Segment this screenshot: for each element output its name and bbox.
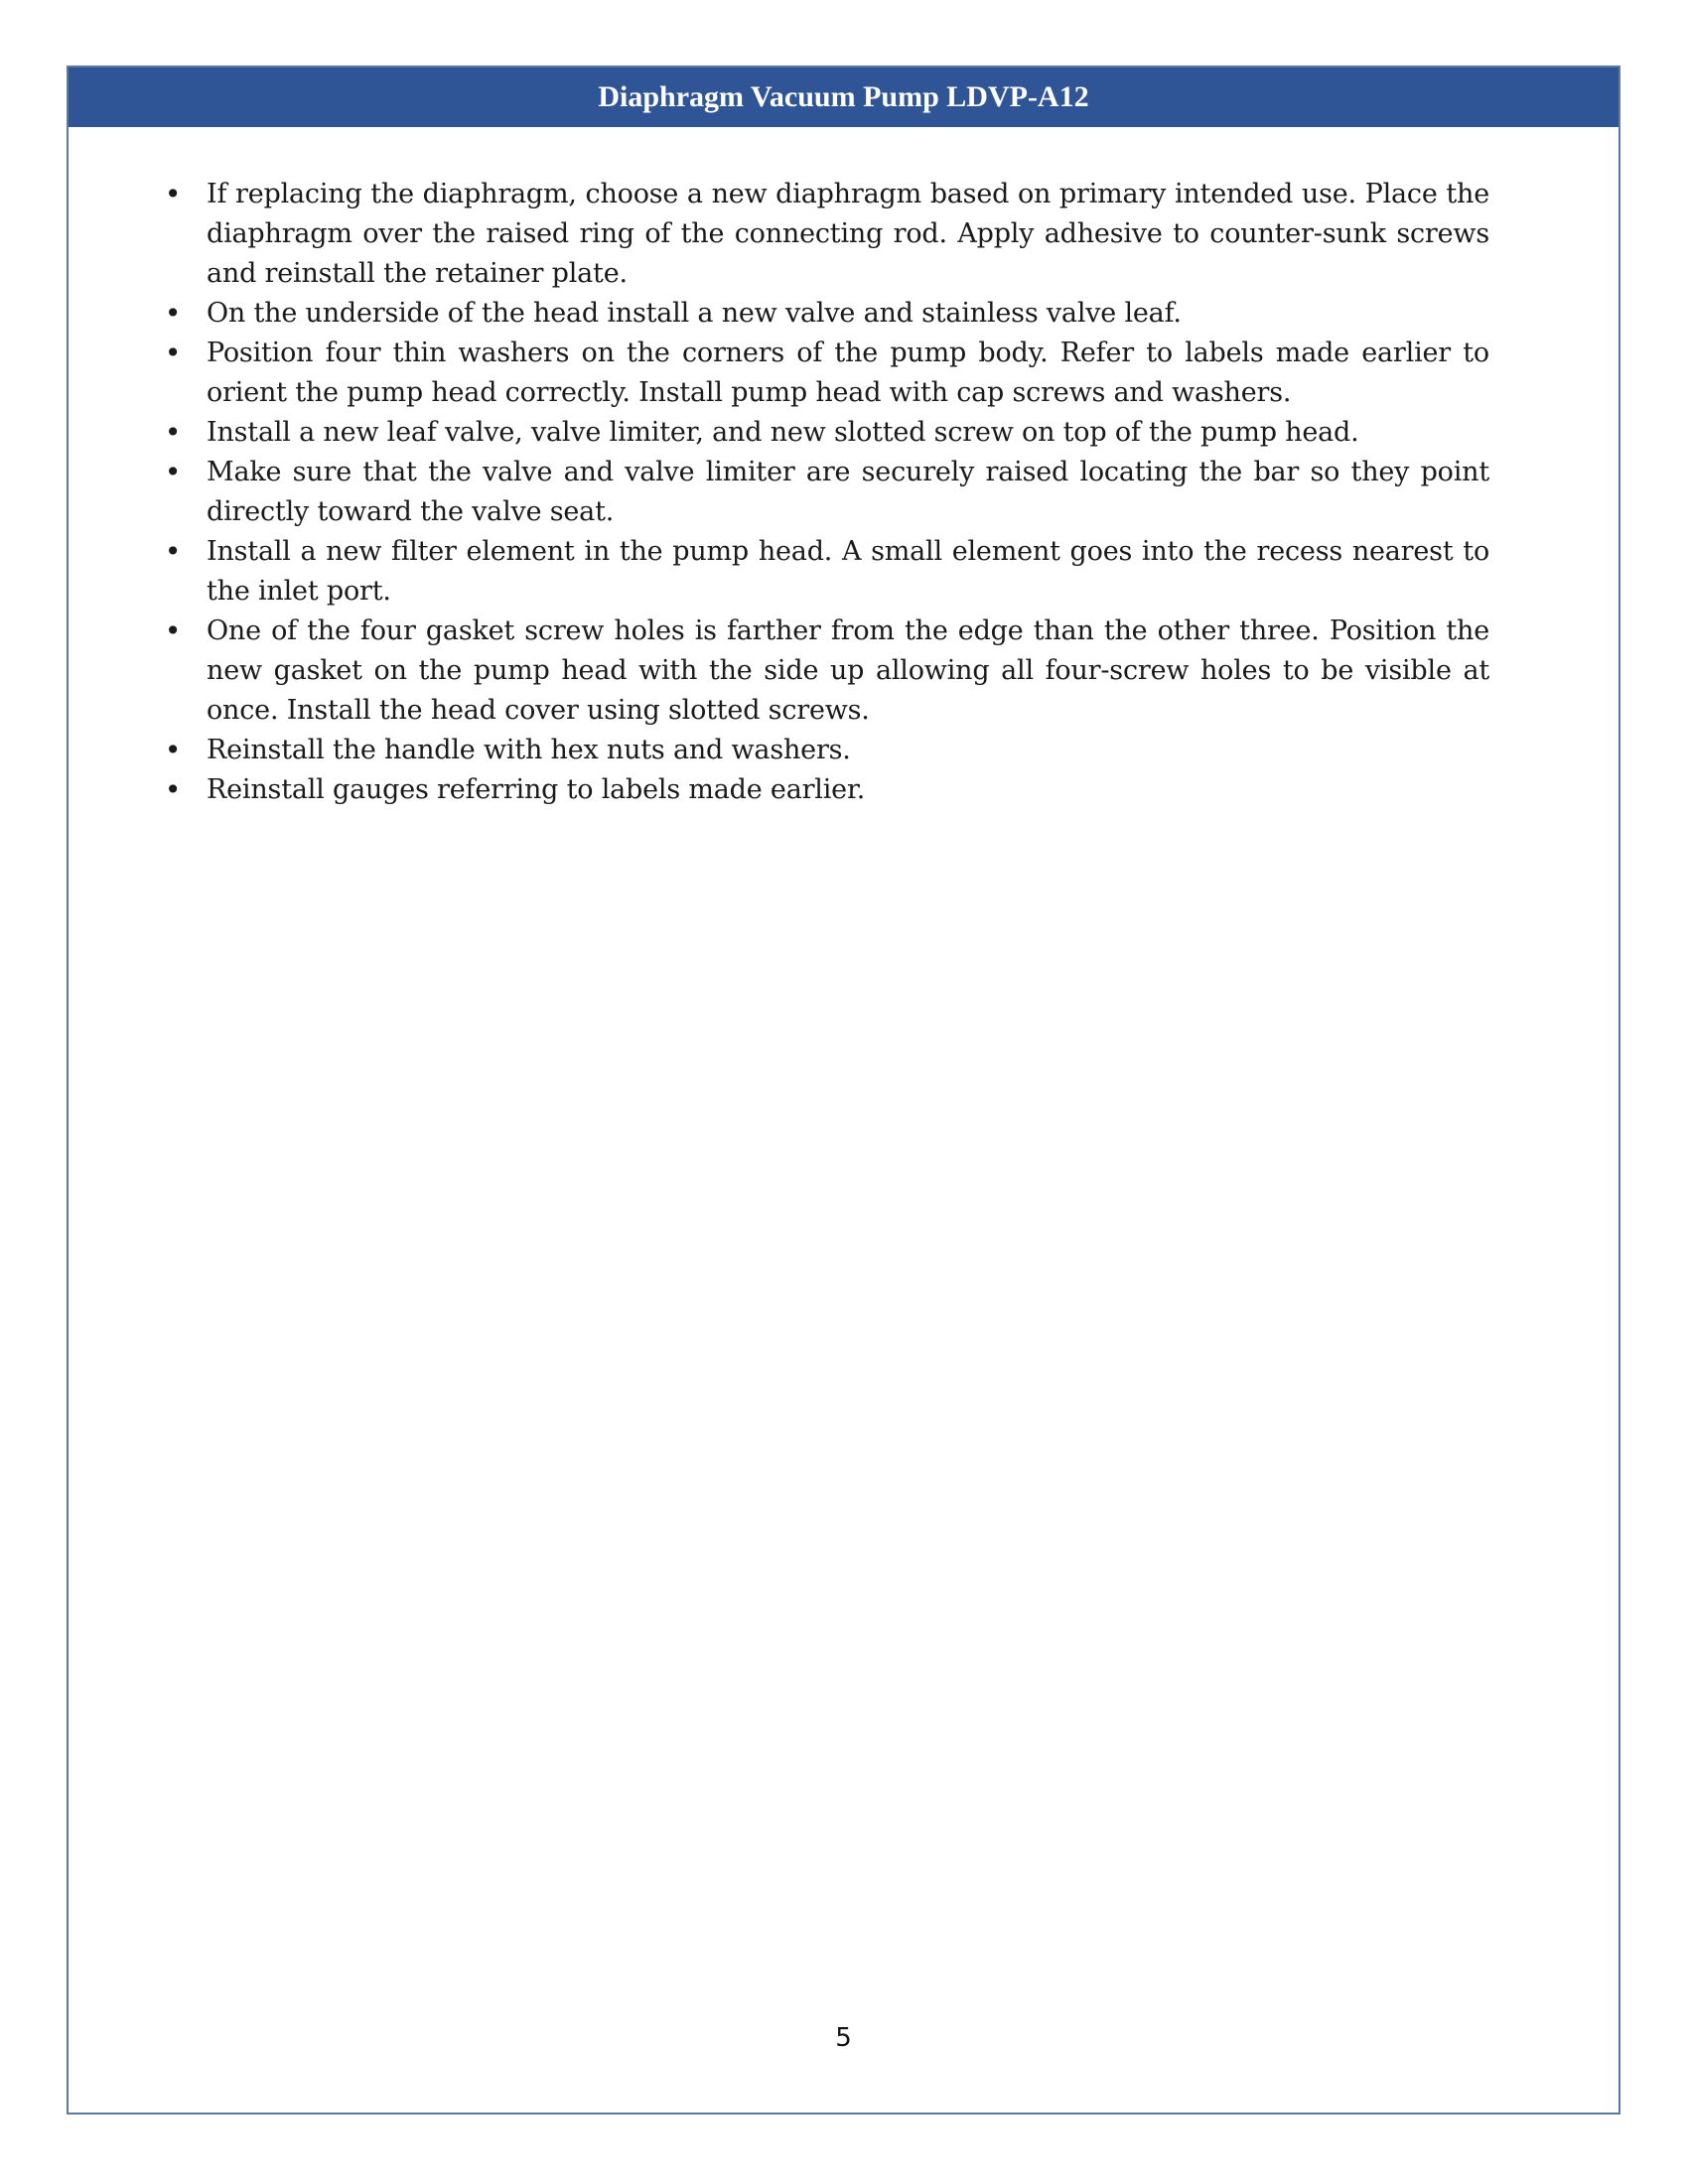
bullet-icon: • (164, 773, 182, 806)
bullet-icon: • (164, 535, 182, 568)
step-item (159, 532, 1489, 612)
steps-list (159, 175, 1489, 810)
step-text: Reinstall the handle with hex nuts and washers. (207, 735, 851, 765)
step-item (159, 334, 1489, 413)
bullet-icon: • (164, 456, 182, 488)
bullet-icon: • (164, 297, 182, 330)
step-item (159, 731, 1489, 770)
page-number: 5 (835, 2023, 852, 2053)
step-text: Install a new leaf valve, valve limiter, and new slotted screw on top of the pump head. (207, 417, 1359, 448)
document-title: Diaphragm Vacuum Pump LDVP-A12 (598, 80, 1089, 113)
step-item (159, 175, 1489, 294)
step-text: Position four thin washers on the corners of the pump body. Refer to labels made earlier to orient the pump head correctly. Install pump head with cap screws and washers. (207, 338, 1489, 408)
step-text: Install a new filter element in the pump head. A small element goes into the recess nearest to the inlet port. (207, 536, 1489, 607)
step-item (159, 294, 1489, 334)
step-text: One of the four gasket screw holes is farther from the edge than the other three. Position the new gasket on the pump head with the side up allowing all four-screw holes to be visible at once. Install the head cover using slotted screws. (207, 615, 1489, 726)
bullet-icon: • (164, 416, 182, 449)
step-item (159, 770, 1489, 810)
step-text: Make sure that the valve and valve limiter are securely raised locating the bar so they point directly toward the valve seat. (207, 457, 1489, 527)
step-text: If replacing the diaphragm, choose a new diaphragm based on primary intended use. Place the diaphragm over the raised ring of the connecting rod. Apply adhesive to counter-sunk screws and reinstall the retainer plate. (207, 179, 1489, 289)
document-header (69, 68, 1618, 127)
bullet-icon: • (164, 337, 182, 369)
bullet-icon: • (164, 614, 182, 647)
bullet-icon: • (164, 178, 182, 210)
step-item (159, 413, 1489, 453)
instructions-content (159, 175, 1489, 810)
step-item (159, 453, 1489, 532)
step-item (159, 612, 1489, 731)
bullet-icon: • (164, 734, 182, 766)
step-text: On the underside of the head install a new valve and stainless valve leaf. (207, 298, 1182, 329)
step-text: Reinstall gauges referring to labels made earlier. (207, 774, 866, 805)
